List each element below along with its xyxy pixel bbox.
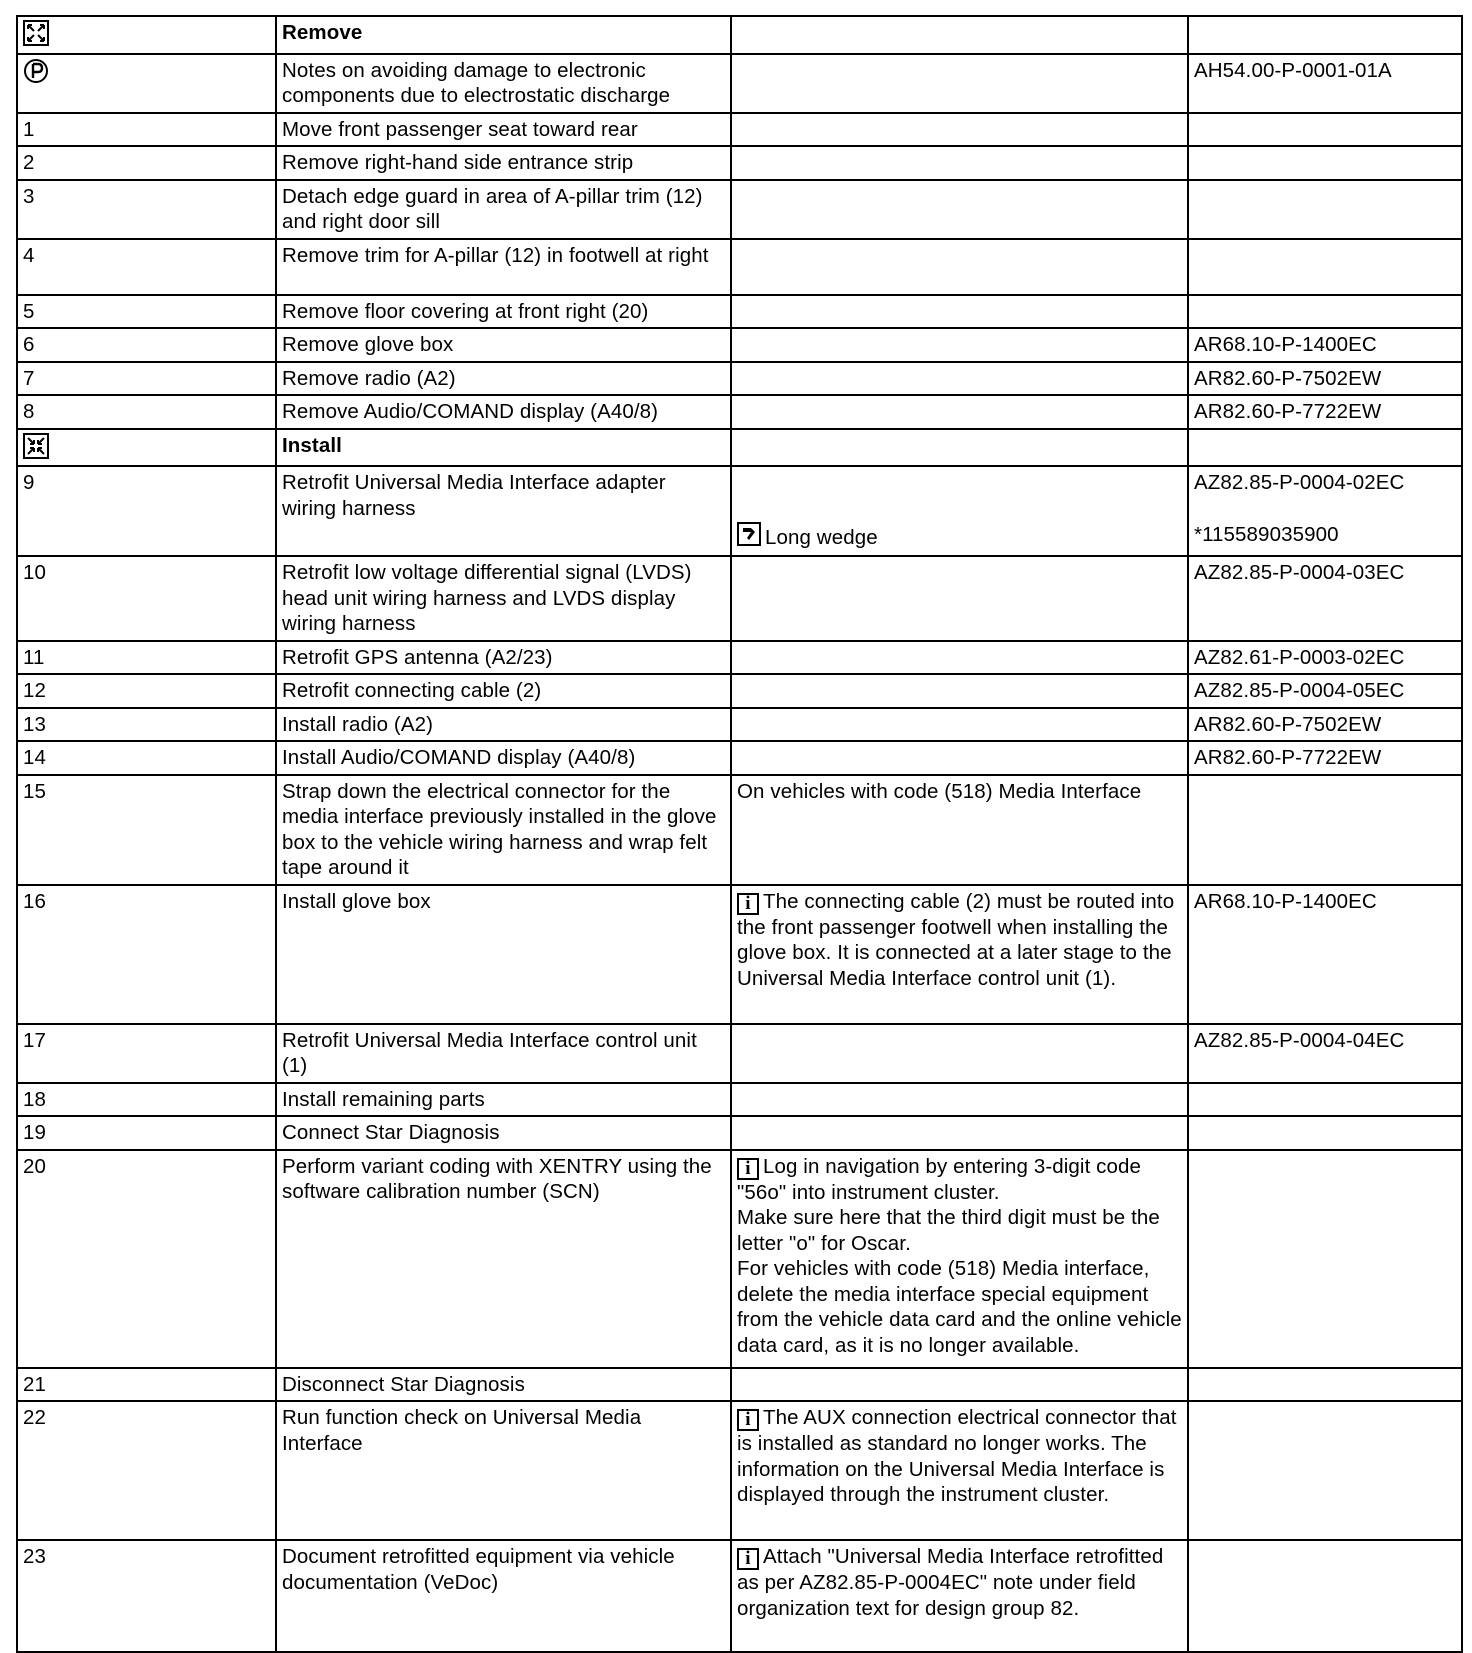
task-cell (276, 1024, 731, 1083)
task-cell (276, 54, 731, 113)
task-cell (276, 362, 731, 396)
step-cell (17, 674, 276, 708)
step-cell (17, 466, 276, 556)
table-row (17, 362, 1462, 396)
step-cell (17, 328, 276, 362)
note-line (737, 1154, 1182, 1206)
note-cell (731, 556, 1188, 641)
reference-cell (1188, 180, 1462, 239)
task-cell (276, 16, 731, 54)
note-text: Attach "Universal Media Interface retrofitted as per AZ82.85-P-0004EC" note under field organization text for design group 82. (737, 1545, 1164, 1620)
note-cell (731, 54, 1188, 113)
reference-code: *115589035900 (1194, 522, 1339, 546)
step-cell (17, 741, 276, 775)
task-text: Document retrofitted equipment via vehicle documentation (VeDoc) (282, 1545, 675, 1594)
reference-code: AR68.10-P-1400EC (1194, 889, 1377, 913)
reference-cell (1188, 1083, 1462, 1117)
note-line (737, 889, 1182, 992)
reference-cell (1188, 556, 1462, 641)
reference-cell (1188, 641, 1462, 675)
reference-cell (1188, 1150, 1462, 1368)
esd-warning-icon (23, 63, 49, 86)
reference-cell (1188, 146, 1462, 180)
step-cell (17, 1540, 276, 1652)
table-row (17, 1083, 1462, 1117)
reference-cell (1188, 1540, 1462, 1652)
step-cell (17, 146, 276, 180)
note-cell (731, 1150, 1188, 1368)
task-cell (276, 1401, 731, 1540)
task-text: Remove Audio/COMAND display (A40/8) (282, 400, 659, 423)
note-cell (731, 885, 1188, 1024)
task-text: Disconnect Star Diagnosis (282, 1372, 525, 1396)
note-text: Long wedge (765, 526, 878, 549)
task-cell (276, 1150, 731, 1368)
step-cell (17, 556, 276, 641)
note-cell (731, 708, 1188, 742)
note-cell (731, 1368, 1188, 1402)
task-text: Connect Star Diagnosis (282, 1121, 500, 1144)
task-text: Remove glove box (282, 333, 454, 356)
note-cell (731, 775, 1188, 885)
task-cell (276, 395, 731, 429)
step-number: 20 (23, 1154, 47, 1178)
step-number: 13 (23, 712, 47, 736)
step-number: 15 (23, 779, 47, 803)
table-row (17, 1116, 1462, 1150)
step-number: 7 (23, 366, 35, 390)
note-cell (731, 16, 1188, 54)
reference-code: AH54.00-P-0001-01A (1194, 58, 1392, 82)
reference-code: AZ82.85-P-0004-03EC (1194, 561, 1405, 584)
note-text: Make sure here that the third digit must be the letter "o" for Oscar. (737, 1206, 1160, 1255)
step-cell (17, 16, 276, 54)
reference-cell (1188, 16, 1462, 54)
task-text: Run function check on Universal Media Interface (282, 1406, 642, 1455)
step-cell (17, 113, 276, 147)
reference-cell (1188, 1368, 1462, 1402)
note-cell (731, 1083, 1188, 1117)
reference-code: AZ82.61-P-0003-02EC (1194, 645, 1405, 669)
reference-code: AR68.10-P-1400EC (1194, 333, 1377, 356)
note-text: Log in navigation by entering 3-digit code "56o" into instrument cluster. (737, 1154, 1142, 1204)
step-cell (17, 1083, 276, 1117)
reference-cell (1188, 674, 1462, 708)
step-cell (17, 1116, 276, 1150)
table-row (17, 180, 1462, 239)
note-text: For vehicles with code (518) Media interface, delete the media interface special equipment from the vehicle data card and the online vehicle data card, as it is no longer available. (737, 1257, 1182, 1357)
step-number: 14 (23, 746, 47, 769)
table-row (17, 641, 1462, 675)
task-cell (276, 741, 731, 775)
reference-cell (1188, 54, 1462, 113)
step-number: 19 (23, 1121, 47, 1144)
note-cell (731, 1540, 1188, 1652)
step-cell (17, 885, 276, 1024)
reference-cell (1188, 362, 1462, 396)
table-row (17, 16, 1462, 54)
step-cell (17, 395, 276, 429)
note-text: The connecting cable (2) must be routed into the front passenger footwell when installing the glove box. It is connected at a later stage to the Universal Media Interface control unit (1). (737, 889, 1175, 990)
step-cell (17, 295, 276, 329)
wedge-tool-icon (737, 526, 765, 549)
step-number: 8 (23, 400, 35, 423)
table-row (17, 885, 1462, 1024)
table-row (17, 1368, 1462, 1402)
step-number: 17 (23, 1028, 47, 1052)
task-text: Install glove box (282, 889, 431, 913)
step-number: 3 (23, 184, 35, 208)
note-cell (731, 641, 1188, 675)
task-text: Remove (282, 21, 363, 44)
note-cell (731, 1024, 1188, 1083)
note-cell (731, 113, 1188, 147)
note-cell (731, 674, 1188, 708)
note-line (737, 1205, 1182, 1256)
task-cell (276, 146, 731, 180)
task-text: Notes on avoiding damage to electronic components due to electrostatic discharge (282, 58, 671, 107)
reference-cell (1188, 1024, 1462, 1083)
step-number: 1 (23, 117, 35, 141)
reference-cell (1188, 775, 1462, 885)
task-cell (276, 775, 731, 885)
reference-code: AZ82.85-P-0004-05EC (1194, 679, 1405, 702)
reference-cell (1188, 1116, 1462, 1150)
task-text: Retrofit connecting cable (2) (282, 679, 542, 702)
step-cell (17, 1150, 276, 1368)
task-cell (276, 429, 731, 467)
task-cell (276, 295, 731, 329)
step-number: 6 (23, 333, 35, 356)
task-text: Perform variant coding with XENTRY using the software calibration number (SCN) (282, 1154, 712, 1203)
step-cell (17, 362, 276, 396)
note-cell (731, 295, 1188, 329)
reference-cell (1188, 1401, 1462, 1540)
step-number: 21 (23, 1372, 47, 1396)
note-cell (731, 741, 1188, 775)
task-text: Detach edge guard in area of A-pillar trim (12) and right door sill (282, 184, 703, 233)
reference-cell (1188, 113, 1462, 147)
step-number: 10 (23, 561, 47, 584)
step-cell (17, 641, 276, 675)
table-row (17, 1401, 1462, 1540)
task-text: Retrofit GPS antenna (A2/23) (282, 645, 553, 669)
task-cell (276, 239, 731, 295)
note-cell (731, 1401, 1188, 1540)
table-row (17, 239, 1462, 295)
step-cell (17, 239, 276, 295)
note-text: On vehicles with code (518) Media Interface (737, 779, 1142, 803)
procedure-table (16, 15, 1463, 1653)
task-text: Install radio (A2) (282, 712, 434, 736)
table-row (17, 674, 1462, 708)
table-row (17, 146, 1462, 180)
step-cell (17, 1024, 276, 1083)
step-cell (17, 54, 276, 113)
reference-cell (1188, 395, 1462, 429)
note-line (737, 1405, 1182, 1508)
task-cell (276, 708, 731, 742)
reference-code: AR82.60-P-7502EW (1194, 366, 1382, 390)
reference-cell (1188, 741, 1462, 775)
task-cell (276, 556, 731, 641)
table-row (17, 556, 1462, 641)
table-row (17, 466, 1462, 556)
step-cell (17, 1368, 276, 1402)
step-number: 11 (23, 645, 45, 669)
task-text: Strap down the electrical connector for the media interface previously installed in the glove box to the vehicle wiring harness and wrap felt tape around it (282, 779, 717, 879)
table-row (17, 1540, 1462, 1652)
table-row (17, 395, 1462, 429)
reference-code: AZ82.85-P-0004-04EC (1194, 1028, 1405, 1052)
task-cell (276, 1540, 731, 1652)
reference-code: AR82.60-P-7722EW (1194, 400, 1382, 423)
task-text: Retrofit Universal Media Interface control unit (1) (282, 1028, 697, 1077)
task-cell (276, 1116, 731, 1150)
note-cell (731, 429, 1188, 467)
note-cell (731, 239, 1188, 295)
note-cell (731, 466, 1188, 556)
table-row (17, 741, 1462, 775)
reference-cell (1188, 708, 1462, 742)
reference-cell (1188, 885, 1462, 1024)
note-line (737, 522, 1182, 551)
task-cell (276, 674, 731, 708)
install-icon (23, 438, 49, 461)
info-icon: i (737, 1406, 763, 1429)
reference-code: AZ82.85-P-0004-02EC (1194, 471, 1405, 494)
task-text: Install Audio/COMAND display (A40/8) (282, 746, 636, 769)
task-text: Remove trim for A-pillar (12) in footwell at right (282, 243, 709, 267)
step-number: 2 (23, 151, 35, 174)
table-row (17, 775, 1462, 885)
note-line (737, 1544, 1182, 1621)
table-row (17, 113, 1462, 147)
reference-cell (1188, 239, 1462, 295)
task-text: Install remaining parts (282, 1087, 485, 1111)
task-cell (276, 328, 731, 362)
reference-cell (1188, 295, 1462, 329)
table-row (17, 295, 1462, 329)
info-icon: i (737, 890, 763, 913)
task-cell (276, 1368, 731, 1402)
table-row (17, 54, 1462, 113)
table-row (17, 708, 1462, 742)
step-number: 23 (23, 1545, 47, 1568)
note-line (737, 1256, 1182, 1358)
note-cell (731, 1116, 1188, 1150)
info-icon: i (737, 1155, 763, 1178)
step-number: 9 (23, 471, 35, 494)
step-number: 5 (23, 299, 35, 323)
step-cell (17, 1401, 276, 1540)
reference-code: AR82.60-P-7502EW (1194, 712, 1382, 736)
note-cell (731, 146, 1188, 180)
step-cell (17, 429, 276, 467)
table-row (17, 1024, 1462, 1083)
step-cell (17, 180, 276, 239)
task-text: Remove right-hand side entrance strip (282, 151, 634, 174)
task-cell (276, 641, 731, 675)
reference-cell (1188, 328, 1462, 362)
step-number: 16 (23, 889, 47, 913)
reference-cell (1188, 466, 1462, 556)
table-row (17, 328, 1462, 362)
task-cell (276, 180, 731, 239)
task-text: Remove floor covering at front right (20) (282, 299, 649, 323)
note-cell (731, 395, 1188, 429)
task-cell (276, 885, 731, 1024)
task-text: Install (282, 433, 342, 457)
step-number: 12 (23, 679, 47, 702)
task-cell (276, 113, 731, 147)
note-cell (731, 362, 1188, 396)
info-icon: i (737, 1545, 763, 1568)
table-row (17, 1150, 1462, 1368)
task-text: Remove radio (A2) (282, 366, 456, 390)
task-text: Retrofit low voltage differential signal (LVDS) head unit wiring harness and LVDS display wiring harness (282, 561, 692, 635)
step-cell (17, 708, 276, 742)
step-cell (17, 775, 276, 885)
step-number: 18 (23, 1087, 47, 1111)
task-cell (276, 466, 731, 556)
note-cell (731, 180, 1188, 239)
remove-icon (23, 25, 49, 48)
note-text: The AUX connection electrical connector that is installed as standard no longer works. The information on the Universal Media Interface is displayed through the instrument cluster. (737, 1406, 1177, 1506)
note-cell (731, 328, 1188, 362)
reference-cell (1188, 429, 1462, 467)
task-cell (276, 1083, 731, 1117)
task-text: Move front passenger seat toward rear (282, 117, 638, 141)
table-row (17, 429, 1462, 467)
step-number: 22 (23, 1406, 47, 1429)
task-text: Retrofit Universal Media Interface adapter wiring harness (282, 471, 666, 520)
step-number: 4 (23, 243, 35, 267)
reference-code: AR82.60-P-7722EW (1194, 746, 1382, 769)
procedure-table-body (17, 16, 1462, 1652)
